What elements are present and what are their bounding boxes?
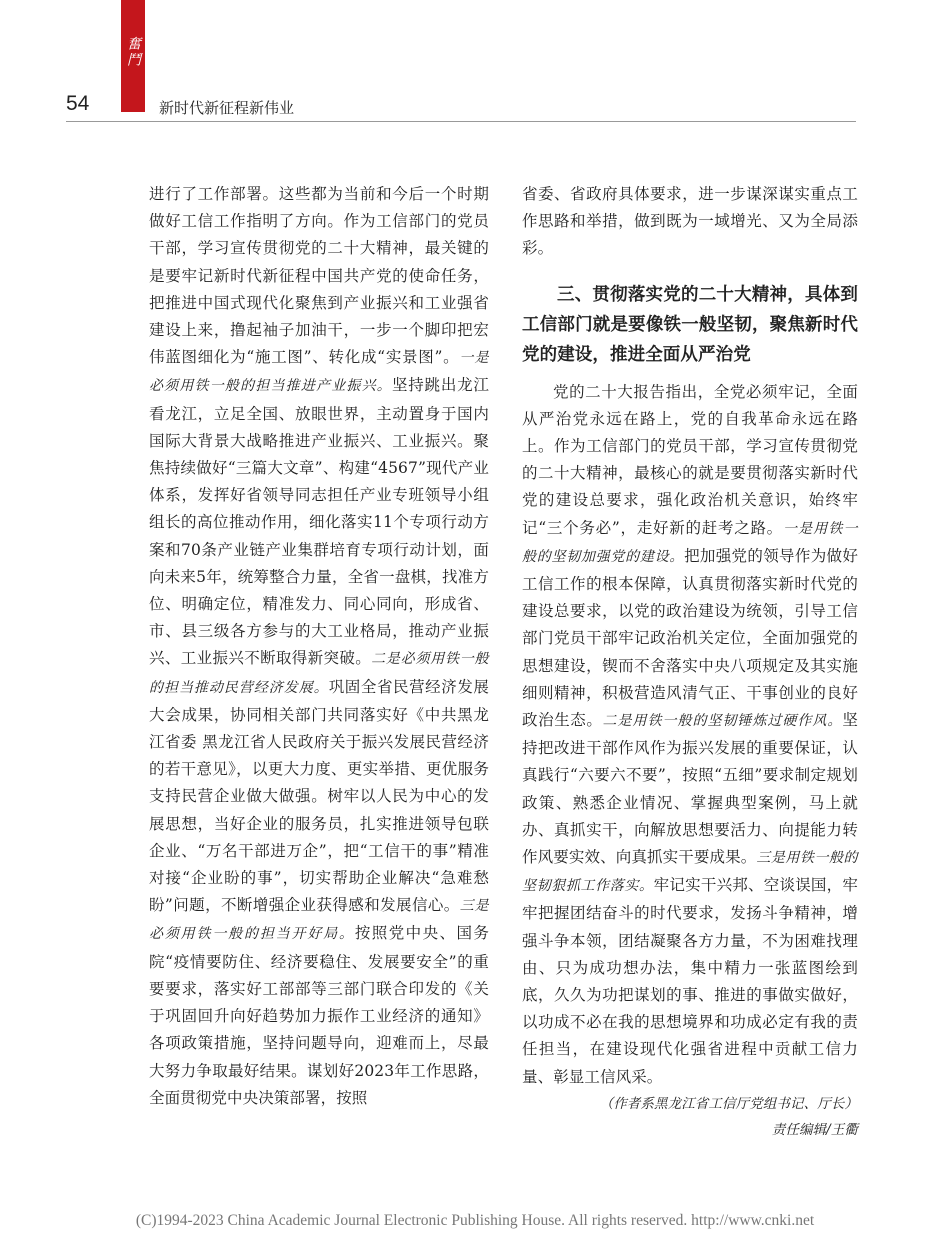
paragraph-text: 进行了工作部署。这些都为当前和今后一个时期做好工信工作指明了方向。作为工信部门的党员干部，学习宣传贯彻党的二十大精神，最关键的是要牢记新时代新征程中国共产党的使命任务，把推进中国式现代化聚焦到产业振兴和工业强省建设上来，撸起袖子加油干，一步一个脚印把宏伟蓝图细化为“施工图”、转化成“实景图”。 [149,185,489,367]
header-divider [66,121,856,122]
paragraph-text: 牢记实干兴邦、空谈误国，牢牢把握团结奋斗的时代要求，发扬斗争精神，增强斗争本领，团结凝聚各方力量，不为困难找理由、只为成功想办法，集中精力一张蓝图绘到底，久久为功把谋划的事、推进的事做实做好，以功成不必在我的思想境界和功成必定有我的责任担当，在建设现代化强省进程中贡献工信力量、彰显工信风采。 [522,876,858,1086]
author-byline: （作者系黑龙江省工信厅党组书记、厅长） [599,1095,858,1112]
paragraph-text: 巩固全省民营经济发展大会成果，协同相关部门共同落实好《中共黑龙江省委 黑龙江省人民政府关于振兴发展民营经济的若干意见》，以更大力度、更实举措、更优服务支持民营企业做大做强。树牢以人民为中心的发展思想，当好企业的服务员，扎实推进领导包联企业、“万名干部进万企”，把“工信干的事”精准对接“企业盼的事”，切实帮助企业解决“急难愁盼”问题，不断增强企业获得感和发展信心。 [149,677,489,915]
right-column [522,181,858,1143]
copyright-footer: (C)1994-2023 China Academic Journal Electronic Publishing House. All rights reserved. http://www.cnki.net [135,1212,815,1229]
left-column [149,181,489,1112]
continued-paragraph: 省委、省政府具体要求，进一步谋深谋实重点工作思路和举措，做到既为一域增光、又为全局添彩。 [522,185,858,258]
paragraph-text: 坚持把改进干部作风作为振兴发展的重要保证，认真践行“六要六不要”，按照“五细”要求制定规划政策、熟悉企业情况、掌握典型案例，马上就办、真抓实干，向解放思想要活力、向提能力转作风要实效、向真抓实干要成果。 [522,711,858,867]
section-heading: 三、贯彻落实党的二十大精神，具体到工信部门就是要像铁一般坚韧，聚焦新时代党的建设，推进全面从严治党 [522,283,858,364]
journal-logo-band [121,0,145,112]
paragraph-text: 坚持跳出龙江看龙江，立足全国、放眼世界，主动置身于国内国际大背景大战略推进产业振兴、工业振兴。聚焦持续做好“三篇大文章”、构建“4567”现代产业体系，发挥好省领导同志担任产业专班领导小组组长的高位推动作用，细化落实11个专项行动方案和70条产业链产业集群培育专项行动计划，面向未来5年，统筹整合力量，全省一盘棋，找准方位、明确定位，精准发力、同心同向，形成省、市、县三级各方参与的大工业格局，推动产业振兴、工业振兴不断取得新突破。 [149,376,489,668]
paragraph-text: 把加强党的领导作为做好工信工作的根本保障，认真贯彻落实新时代党的建设总要求，以党的政治建设为统领，引导工信部门党员干部牢记政治机关定位，全面加强党的思想建设，锲而不舍落实中央八项规定及其实施细则精神，积极营造风清气正、干事创业的良好政治生态。 [522,546,858,730]
running-head: 新时代新征程新伟业 [159,100,295,117]
journal-logo: 奮鬥 [125,36,141,68]
emphasis-point-1: 一是必须用铁一般的担当推进产业振兴。 [149,350,489,395]
body-paragraph [149,181,489,1112]
emphasis-point-3: 三是用铁一般的坚韧狠抓工作落实。 [522,850,858,895]
emphasis-point-1: 一是用铁一般的坚韧加强党的建设。 [522,520,858,565]
page-number: 54 [66,92,90,115]
paragraph-text: 党的二十大报告指出，全党必须牢记，全面从严治党永远在路上，党的自我革命永远在路上。作为工信部门的党员干部，学习宣传贯彻党的二十大精神，最核心的就是要贯彻落实新时代党的建设总要求，强化政治机关意识，始终牢记“三个务必”，走好新的赶考之路。 [522,382,858,537]
body-paragraph [522,379,858,1091]
paragraph-text: 按照党中央、国务院“疫情要防住、经济要稳住、发展要安全”的重要要求，落实好工部部等三部门联合印发的《关于巩固回升向好趋势加力振作工业经济的通知》各项政策措施，坚持问题导向，迎难而上，尽最大努力争取最好结果。谋划好2023年工作思路，全面贯彻党中央决策部署，按照 [149,924,490,1107]
emphasis-point-2: 二是用铁一般的坚韧锤炼过硬作风。 [602,713,843,730]
responsible-editor: 责任编辑/王衢 [771,1121,858,1138]
emphasis-point-3: 三是必须用铁一般的担当开好局。 [149,898,489,943]
emphasis-point-2: 二是必须用铁一般的担当推动民营经济发展。 [149,651,490,696]
